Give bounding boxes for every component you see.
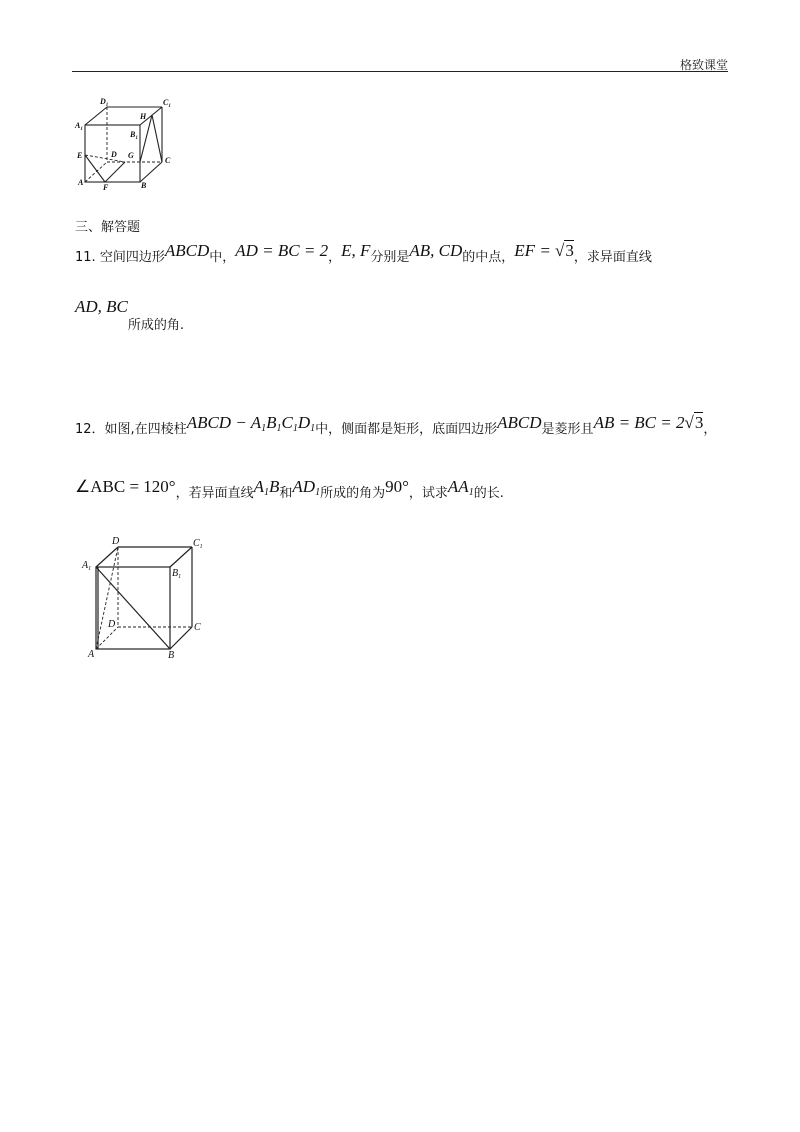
label-a: A: [88, 649, 95, 660]
hidden-segment-eg: [85, 155, 125, 162]
edge-a1d1: [85, 107, 107, 125]
edge-bc: [140, 162, 162, 182]
label-a1: $A_1$: [82, 560, 92, 572]
q12-math-90deg: 90°: [385, 477, 409, 496]
label-d1: D: [112, 536, 120, 547]
hidden-segment-ad1: [96, 547, 118, 649]
label-c1: $C_1$: [193, 538, 203, 550]
prism-figure-2: [80, 535, 215, 660]
q11-math-ad-bc-lines: AD, BC: [75, 297, 128, 316]
segment-fg: [105, 162, 125, 182]
q12-text-6: 和: [279, 486, 293, 501]
segment-a1b: [96, 567, 170, 649]
question-12-line-1: [75, 413, 717, 439]
segment-ef: [85, 155, 105, 182]
q11-math-ef-length: EF = √3: [514, 241, 574, 260]
q12-text-4: ，: [703, 422, 717, 437]
label-b: B: [141, 181, 147, 190]
label-c: C: [194, 622, 201, 633]
q11-text-1: 空间四边形: [99, 250, 165, 265]
q12-math-angle: ∠ABC = 120°: [75, 477, 176, 496]
edge-b1c1: [170, 547, 192, 567]
q11-text-2: 中，: [209, 250, 236, 265]
q12-text-7: 所成的角为: [320, 486, 386, 501]
label-a1: $A_1$: [75, 121, 83, 132]
q11-math-ad-bc: AD = BC = 2: [235, 241, 329, 260]
q12-math-prism: ABCD − $A_1B_1C_1D_1$: [186, 413, 316, 434]
q12-math-ad1: $AD_1$: [292, 477, 321, 498]
q11-math-ab-cd: AB, CD: [409, 241, 463, 260]
q12-math-aa1: $AA_1$: [447, 477, 474, 498]
question-11-line-2: [75, 297, 185, 333]
q12-text-8: ，试求: [408, 486, 448, 501]
label-a: A: [78, 178, 84, 187]
label-g: G: [128, 151, 134, 160]
q11-text-5: 的中点，: [462, 250, 515, 265]
q11-math-ef-points: E, F: [341, 241, 371, 260]
q11-text-7: 所成的角.: [127, 318, 185, 333]
q11-math-abcd: ABCD: [164, 241, 210, 260]
q12-text-9: 的长.: [473, 486, 504, 501]
q12-number: 12．: [75, 422, 105, 437]
question-12-line-2: [75, 477, 504, 503]
q12-text-2: 中，侧面都是矩形，底面四边形: [315, 422, 498, 437]
cube-figure-1: [75, 97, 175, 192]
label-b1: $B_1$: [130, 130, 138, 141]
label-f: F: [103, 183, 109, 192]
label-h: H: [140, 112, 147, 121]
hidden-edge-ad: [85, 162, 107, 182]
header-brand: 格致课堂: [679, 58, 728, 72]
label-c1: $C_1$: [163, 98, 171, 109]
label-d: D: [111, 150, 117, 159]
label-d1: $D_1$: [100, 97, 109, 108]
q11-number: 11.: [75, 250, 96, 265]
q12-math-abcd: ABCD: [497, 413, 542, 432]
label-c: C: [165, 156, 171, 165]
q12-text-5: ，若异面直线: [175, 486, 254, 501]
header-rule: [72, 71, 728, 72]
q12-text-1: 如图,在四棱柱: [104, 422, 187, 437]
q12-text-3: 是菱形且: [541, 422, 594, 437]
label-e: E: [77, 151, 83, 160]
q11-text-6: ，求异面直线: [573, 250, 652, 265]
q11-text-3: ，: [328, 250, 342, 265]
segment-gh: [140, 115, 152, 162]
q12-math-a1b: $A_1B$: [253, 477, 280, 498]
segment-hc: [152, 115, 162, 162]
label-d: D: [108, 619, 116, 630]
hidden-edge-ad: [96, 627, 118, 649]
section-title: 三、解答题: [75, 220, 141, 235]
q11-text-4: 分别是: [370, 250, 410, 265]
question-11-line-1: [75, 241, 652, 266]
label-b: B: [168, 650, 175, 661]
q12-math-ab-bc: AB = BC = 2√3: [593, 413, 704, 432]
edge-bc: [170, 627, 192, 649]
label-b1: $B_1$: [172, 568, 182, 580]
